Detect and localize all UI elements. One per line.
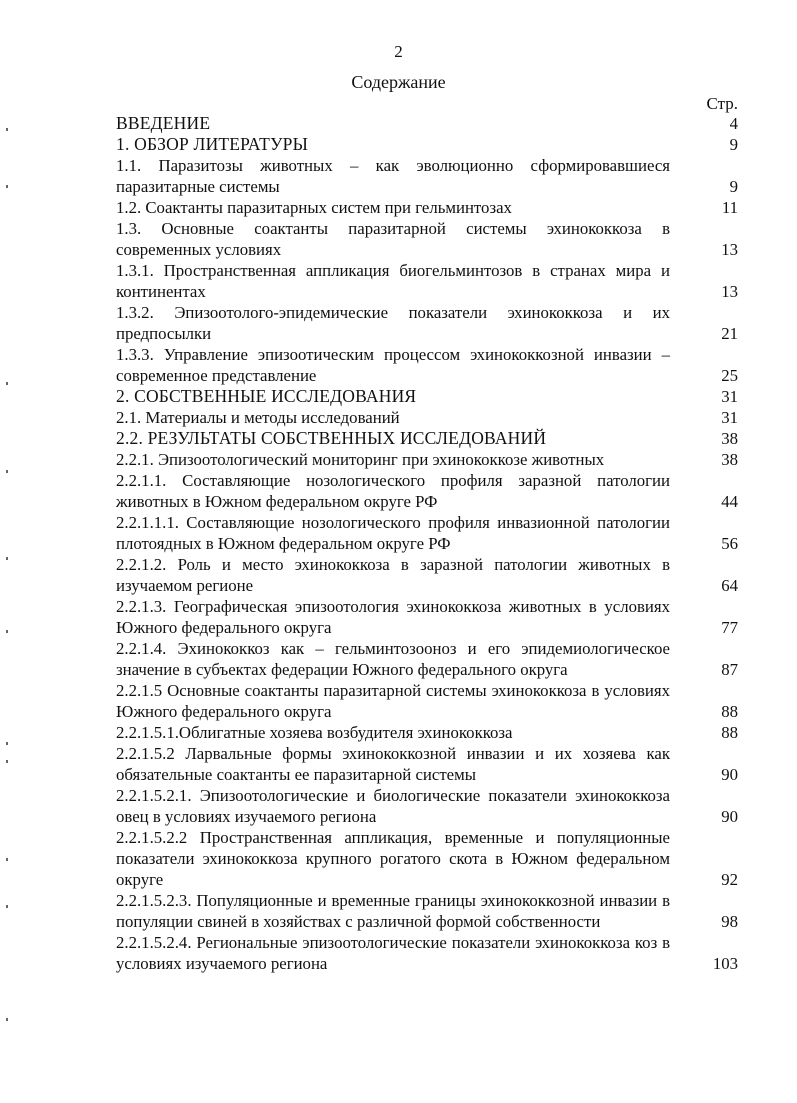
toc-entry-title: 2.2.1.5 Основные соактанты паразитарной системы эхинококкоза в условиях Южного федерального округа xyxy=(116,681,670,721)
toc-entry-title: 2.2.1. Эпизоотологический мониторинг при эхинококкозе животных xyxy=(116,450,605,469)
toc-entry[interactable] xyxy=(116,470,738,512)
toc-entry-title: 2.2.1.5.1.Облигатные хозяева возбудителя эхинококкоза xyxy=(116,723,513,742)
toc-entry-title: 2.2.1.5.2.2 Пространственная аппликация, временные и популяционные показатели эхинококкоза крупного рогатого скота в Южном федеральном округе xyxy=(116,828,670,889)
toc-entry-title: 1.3. Основные соактанты паразитарной системы эхинококкоза в современных условиях xyxy=(116,219,670,259)
toc-entry-title: 1.3.3. Управление эпизоотическим процессом эхинококкозной инвазии – современное представление xyxy=(116,345,670,385)
toc-entry-title: 2.2.1.2. Роль и место эхинококкоза в заразной патологии животных в изучаемом регионе xyxy=(116,555,670,595)
page-number: 2 xyxy=(394,42,403,61)
toc-entry[interactable] xyxy=(116,743,738,785)
toc-entry-page: 90 xyxy=(721,807,738,826)
toc-entry-page: 44 xyxy=(721,492,738,511)
toc-entry[interactable] xyxy=(116,386,738,407)
toc-entry-title: 2. СОБСТВЕННЫЕ ИССЛЕДОВАНИЯ xyxy=(116,386,417,406)
toc-entry-page: 38 xyxy=(721,450,738,469)
toc-entry-title: 1.3.1. Пространственная аппликация биогельминтозов в странах мира и континентах xyxy=(116,261,670,301)
toc-entry-page: 56 xyxy=(721,534,738,553)
toc-entry[interactable] xyxy=(116,197,738,218)
toc-entry-title: ВВЕДЕНИЕ xyxy=(116,113,211,133)
toc-entry-title: 2.1. Материалы и методы исследований xyxy=(116,408,400,427)
toc-entry[interactable] xyxy=(116,260,738,302)
toc-entry-title: 1. ОБЗОР ЛИТЕРАТУРЫ xyxy=(116,134,309,154)
page-column-header: Стр. xyxy=(706,94,738,113)
toc-entry-title: 2.2.1.1. Составляющие нозологического профиля заразной патологии животных в Южном федеральном округе РФ xyxy=(116,471,670,511)
toc-entry-page: 11 xyxy=(721,198,738,217)
toc-entry-page: 9 xyxy=(729,135,738,154)
toc-entry[interactable] xyxy=(116,827,738,890)
page-title: Содержание xyxy=(351,72,446,92)
toc-entry-title: 2.2.1.5.2.4. Региональные эпизоотологические показатели эхинококкоза коз в условиях изучаемого региона xyxy=(116,933,670,973)
toc-entry-page: 90 xyxy=(721,765,738,784)
toc-entry[interactable] xyxy=(116,428,738,449)
toc-entry-page: 13 xyxy=(721,282,738,301)
toc-entry-title: 2.2. РЕЗУЛЬТАТЫ СОБСТВЕННЫХ ИССЛЕДОВАНИЙ xyxy=(116,428,547,448)
toc-entry-page: 103 xyxy=(712,954,738,973)
toc-entry-page: 21 xyxy=(721,324,738,343)
toc-entry-page: 98 xyxy=(721,912,738,931)
scan-margin-marks xyxy=(6,0,12,1103)
toc-entry-title: 1.3.2. Эпизоотолого-эпидемические показатели эхинококкоза и их предпосылки xyxy=(116,303,670,343)
toc-entry-page: 88 xyxy=(721,702,738,721)
toc-entry[interactable] xyxy=(116,113,738,134)
toc-entry-page: 64 xyxy=(721,576,738,595)
toc-entry-title: 2.2.1.4. Эхинококкоз как – гельминтозооноз и его эпидемиологическое значение в субъектах федерации Южного федерального округа xyxy=(116,639,670,679)
toc-entry[interactable] xyxy=(116,722,738,743)
toc-entry-title: 2.2.1.1.1. Составляющие нозологического профиля инвазионной патологии плотоядных в Южном федеральном округе РФ xyxy=(116,513,670,553)
toc-entry[interactable] xyxy=(116,134,738,155)
toc-entry-title: 2.2.1.5.2 Ларвальные формы эхинококкозной инвазии и их хозяева как обязательные соактанты ее паразитарной системы xyxy=(116,744,670,784)
toc-entry[interactable] xyxy=(116,596,738,638)
toc-entry-page: 77 xyxy=(721,618,738,637)
toc-entry[interactable] xyxy=(116,680,738,722)
toc-entry[interactable] xyxy=(116,407,738,428)
toc-entry[interactable] xyxy=(116,554,738,596)
toc-entry[interactable] xyxy=(116,890,738,932)
toc-entry-title: 1.2. Соактанты паразитарных систем при гельминтозах xyxy=(116,198,512,217)
toc-entry-page: 4 xyxy=(729,114,738,133)
toc-entry[interactable] xyxy=(116,302,738,344)
table-of-contents xyxy=(116,113,738,974)
toc-entry-title: 2.2.1.3. Географическая эпизоотология эхинококкоза животных в условиях Южного федерального округа xyxy=(116,597,670,637)
toc-entry-title: 2.2.1.5.2.1. Эпизоотологические и биологические показатели эхинококкоза овец в условиях изучаемого региона xyxy=(116,786,670,826)
toc-entry-page: 25 xyxy=(721,366,738,385)
toc-entry-title: 1.1. Паразитозы животных – как эволюционно сформировавшиеся паразитарные системы xyxy=(116,156,670,196)
toc-entry-page: 9 xyxy=(729,177,738,196)
toc-entry[interactable] xyxy=(116,344,738,386)
toc-entry[interactable] xyxy=(116,512,738,554)
toc-entry-page: 31 xyxy=(721,408,738,427)
toc-entry-page: 88 xyxy=(721,723,738,742)
toc-entry-page: 31 xyxy=(721,387,738,406)
toc-entry-page: 92 xyxy=(721,870,738,889)
toc-entry-page: 38 xyxy=(721,429,738,448)
toc-entry-title: 2.2.1.5.2.3. Популяционные и временные границы эхинококкозной инвазии в популяции свиней в хозяйствах с различной формой собственности xyxy=(116,891,670,931)
toc-entry[interactable] xyxy=(116,449,738,470)
toc-entry-page: 87 xyxy=(721,660,738,679)
toc-entry-page: 13 xyxy=(721,240,738,259)
toc-entry[interactable] xyxy=(116,155,738,197)
toc-entry[interactable] xyxy=(116,932,738,974)
toc-entry[interactable] xyxy=(116,218,738,260)
toc-entry[interactable] xyxy=(116,785,738,827)
toc-entry[interactable] xyxy=(116,638,738,680)
